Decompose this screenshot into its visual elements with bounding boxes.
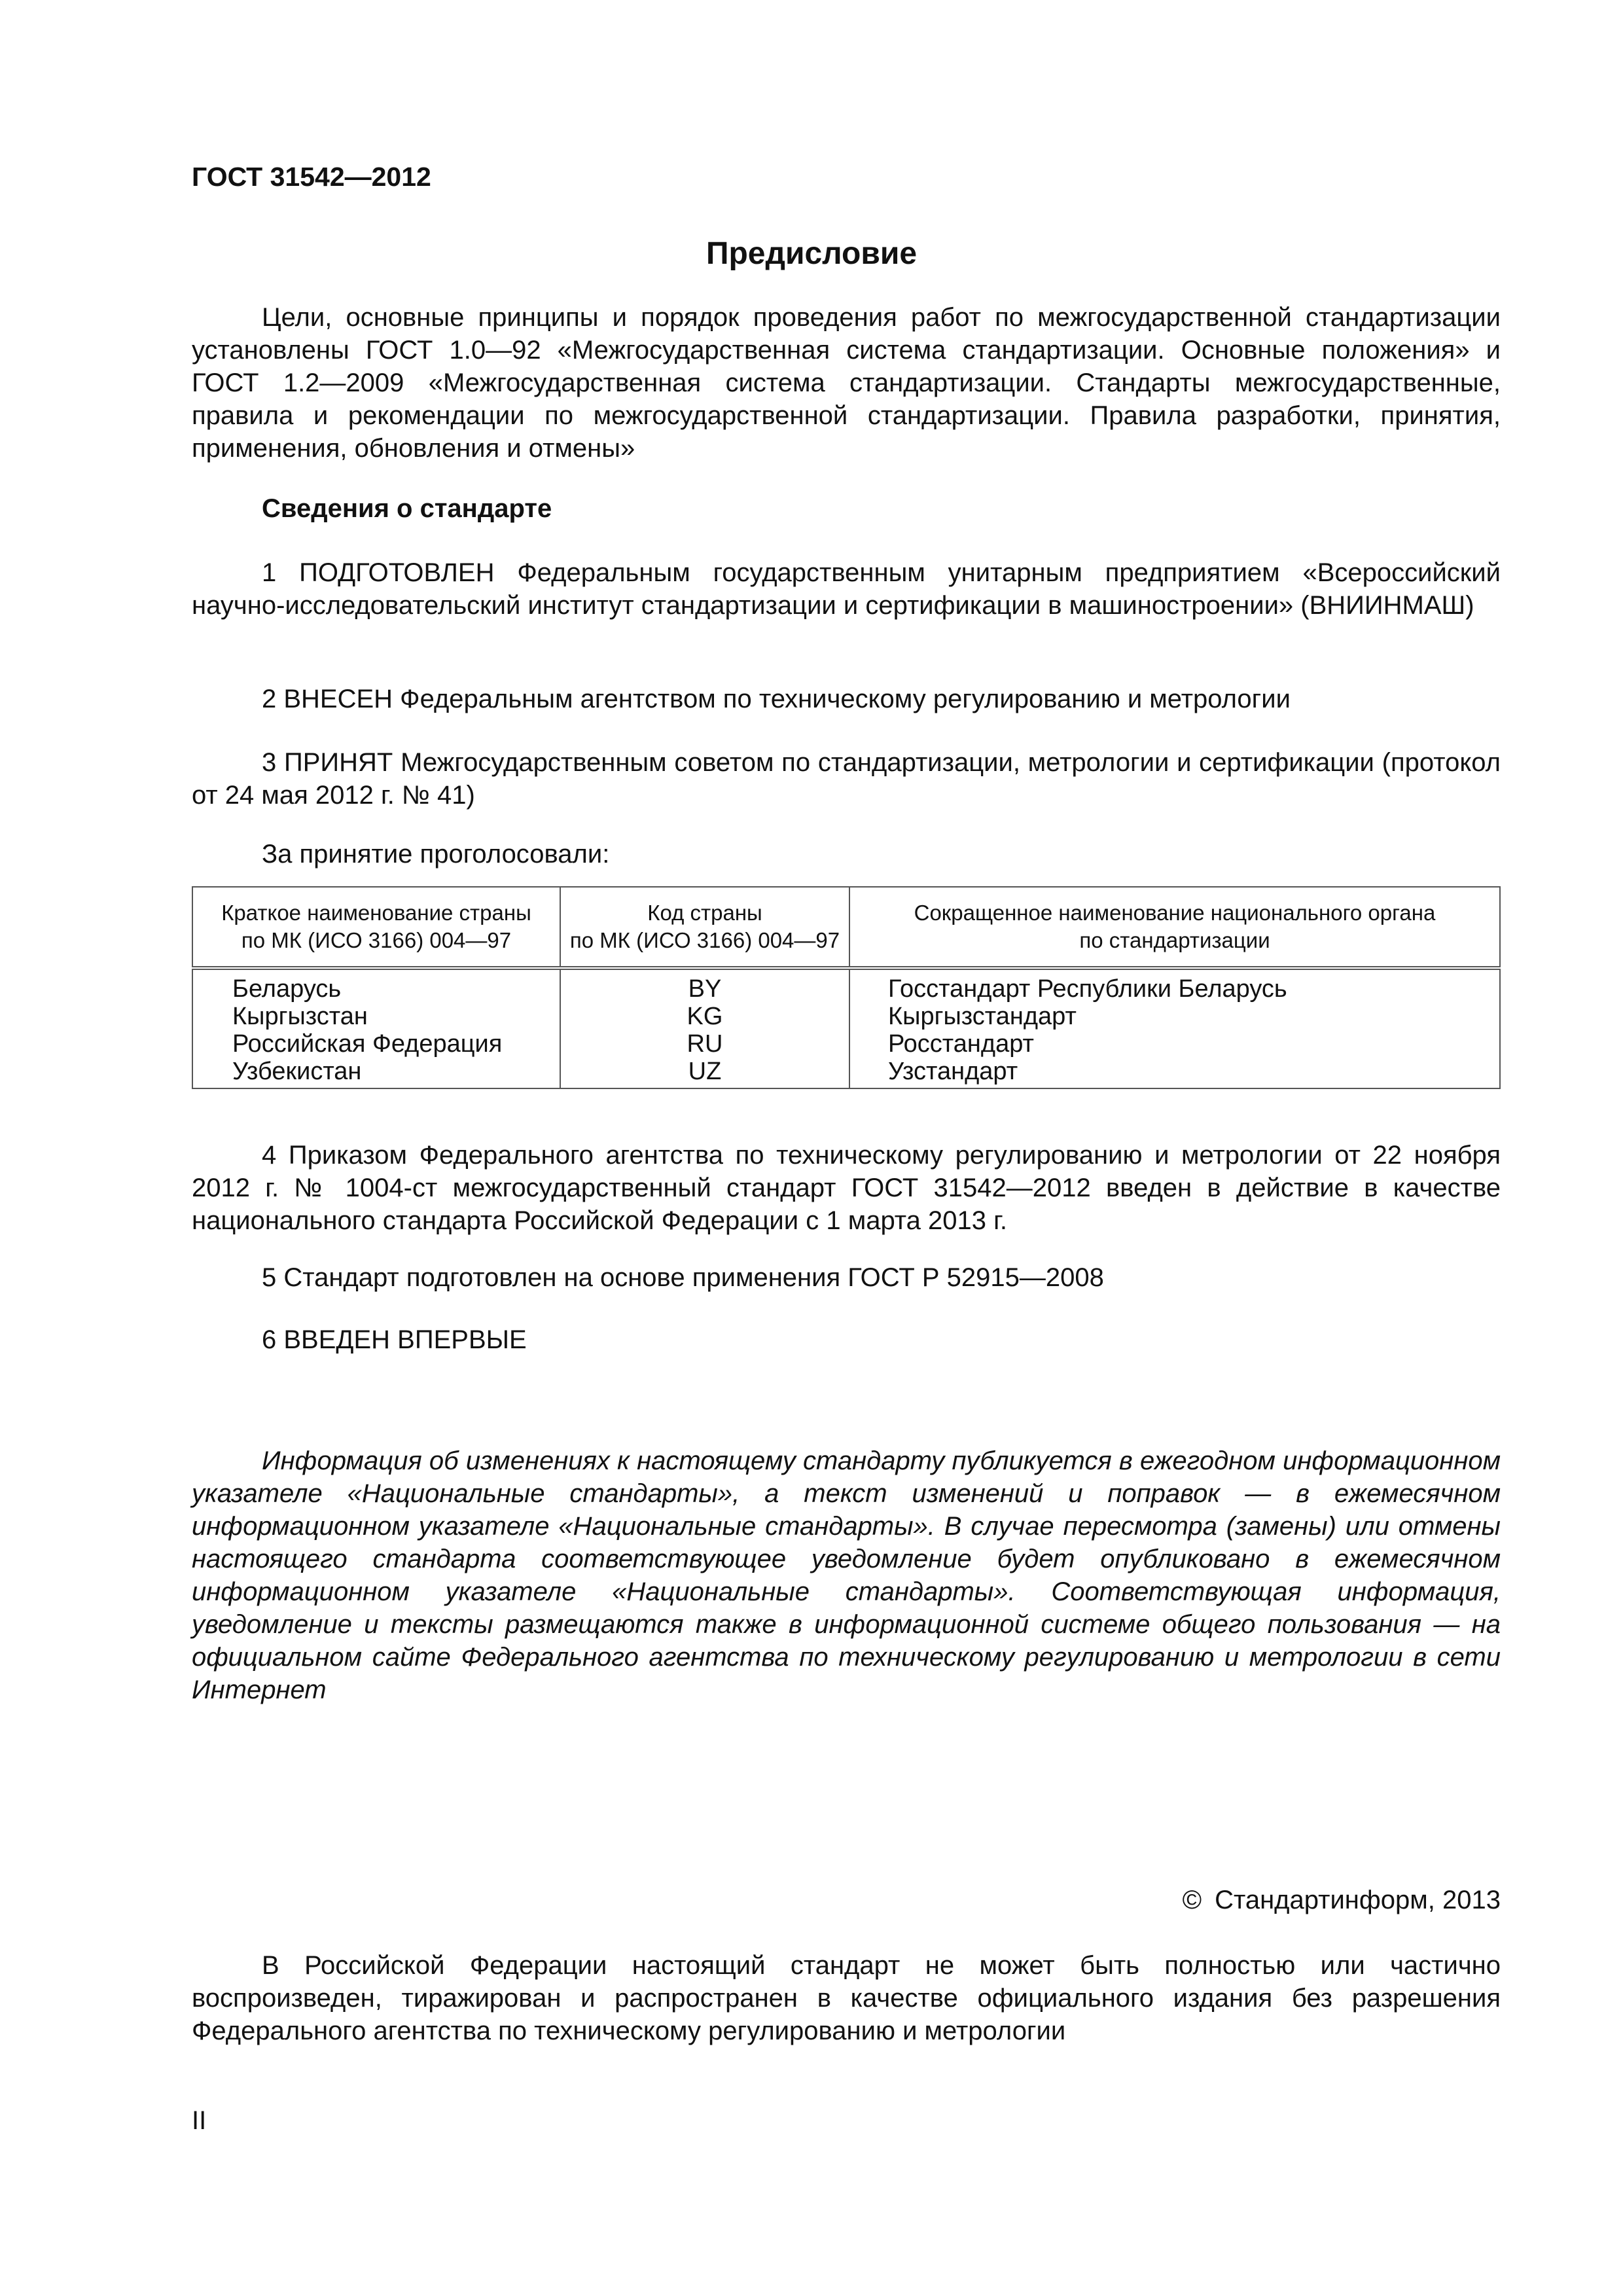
table-row — [192, 1058, 1500, 1088]
page-title: Предисловие — [705, 236, 918, 271]
code-cell: RU — [560, 1030, 849, 1058]
table-row — [192, 1030, 1500, 1058]
header-national-body — [849, 887, 1500, 968]
table-row — [192, 968, 1500, 1003]
country-cell: Кыргызстан — [192, 1003, 560, 1030]
body-cell: Росстандарт — [849, 1030, 1500, 1058]
item-3-adopted: 3 ПРИНЯТ Межгосударственным советом по стандартизации, метрологии и сертификации (протокол от 24 мая 2012 г. № 41) — [192, 748, 1501, 810]
changes-notice: Информация об изменениях к настоящему стандарту публикуется в ежегодном информационном указателе «Национальные стандарты», а текст изменений и поправок — в ежемесячном информационном указателе «Национальные стандарты». В случае пересмотра (замены) или отмены настоящего стандарта соответствующее уведомление будет опубликовано в ежемесячном информационном указателе «Национальные стандарты». Соответствующая информация, уведомление и тексты размещаются также в информационной системе общего пользования — на официальном сайте Федерального агентства по техническому регулированию и метрологии в сети Интернет — [192, 1446, 1501, 1704]
header-country-code — [560, 887, 849, 968]
copyright-line — [1183, 1886, 1501, 1915]
header-national-body-line1: Сокращенное наименование национального органа — [914, 901, 1436, 925]
header-country-name-line2: по МК (ИСО 3166) 004—97 — [241, 928, 512, 952]
copyright-text: Стандартинформ, 2013 — [1215, 1886, 1501, 1914]
rights-notice: В Российской Федерации настоящий стандарт не может быть полностью или частично воспроизведен, тиражирован и распространен в качестве официального издания без разрешения Федерального агентства по техническому регулированию и метрологии — [192, 1951, 1501, 2045]
country-cell: Российская Федерация — [192, 1030, 560, 1058]
code-cell: UZ — [560, 1058, 849, 1088]
body-cell: Госстандарт Республики Беларусь — [849, 968, 1500, 1003]
header-country-name-line1: Краткое наименование страны — [221, 901, 531, 925]
copyright-sign: © — [1182, 1886, 1202, 1914]
item-6-first-introduced: 6 ВВЕДЕН ВПЕРВЫЕ — [262, 1325, 527, 1354]
code-cell: BY — [560, 968, 849, 1003]
header-country-name — [192, 887, 560, 968]
table-row — [192, 1003, 1500, 1030]
body-cell: Узстандарт — [849, 1058, 1500, 1088]
item-4-order: 4 Приказом Федерального агентства по техническому регулированию и метрологии от 22 ноября 2012 г. № 1004-ст межгосударственный стандарт ГОСТ 31542—2012 введен в действие в качестве национального стандарта Российской Федерации с 1 марта 2013 г. — [192, 1141, 1501, 1235]
item-2-submitted: 2 ВНЕСЕН Федеральным агентством по техническому регулированию и метрологии — [262, 685, 1291, 713]
table-header-row — [192, 887, 1500, 968]
intro-paragraph: Цели, основные принципы и порядок проведения работ по межгосударственной стандартизации установлены ГОСТ 1.0—92 «Межгосударственная система стандартизации. Основные положения» и ГОСТ 1.2—2009 «Межгосударственная система стандартизации. Стандарты межгосударственные, правила и рекомендации по межгосударственной стандартизации. Правила разработки, принятия, применения, обновления и отмены» — [192, 303, 1501, 463]
votes-table — [192, 886, 1501, 1089]
code-cell: KG — [560, 1003, 849, 1030]
document-id: ГОСТ 31542—2012 — [192, 162, 431, 192]
body-cell: Кыргызстандарт — [849, 1003, 1500, 1030]
item-1-prepared: 1 ПОДГОТОВЛЕН Федеральным государственным унитарным предприятием «Всероссийский научно-исследовательский институт стандартизации и сертификации в машиностроении» (ВНИИНМАШ) — [192, 558, 1501, 620]
header-country-code-line1: Код страны — [647, 901, 762, 925]
votes-label: За принятие проголосовали: — [262, 840, 610, 869]
country-cell: Узбекистан — [192, 1058, 560, 1088]
standard-info-heading: Сведения о стандарте — [262, 494, 552, 523]
header-national-body-line2: по стандартизации — [1079, 928, 1270, 952]
page-number: II — [192, 2106, 207, 2135]
header-country-code-line2: по МК (ИСО 3166) 004—97 — [569, 928, 840, 952]
country-cell: Беларусь — [192, 968, 560, 1003]
item-5-basis: 5 Стандарт подготовлен на основе применения ГОСТ Р 52915—2008 — [262, 1263, 1104, 1292]
